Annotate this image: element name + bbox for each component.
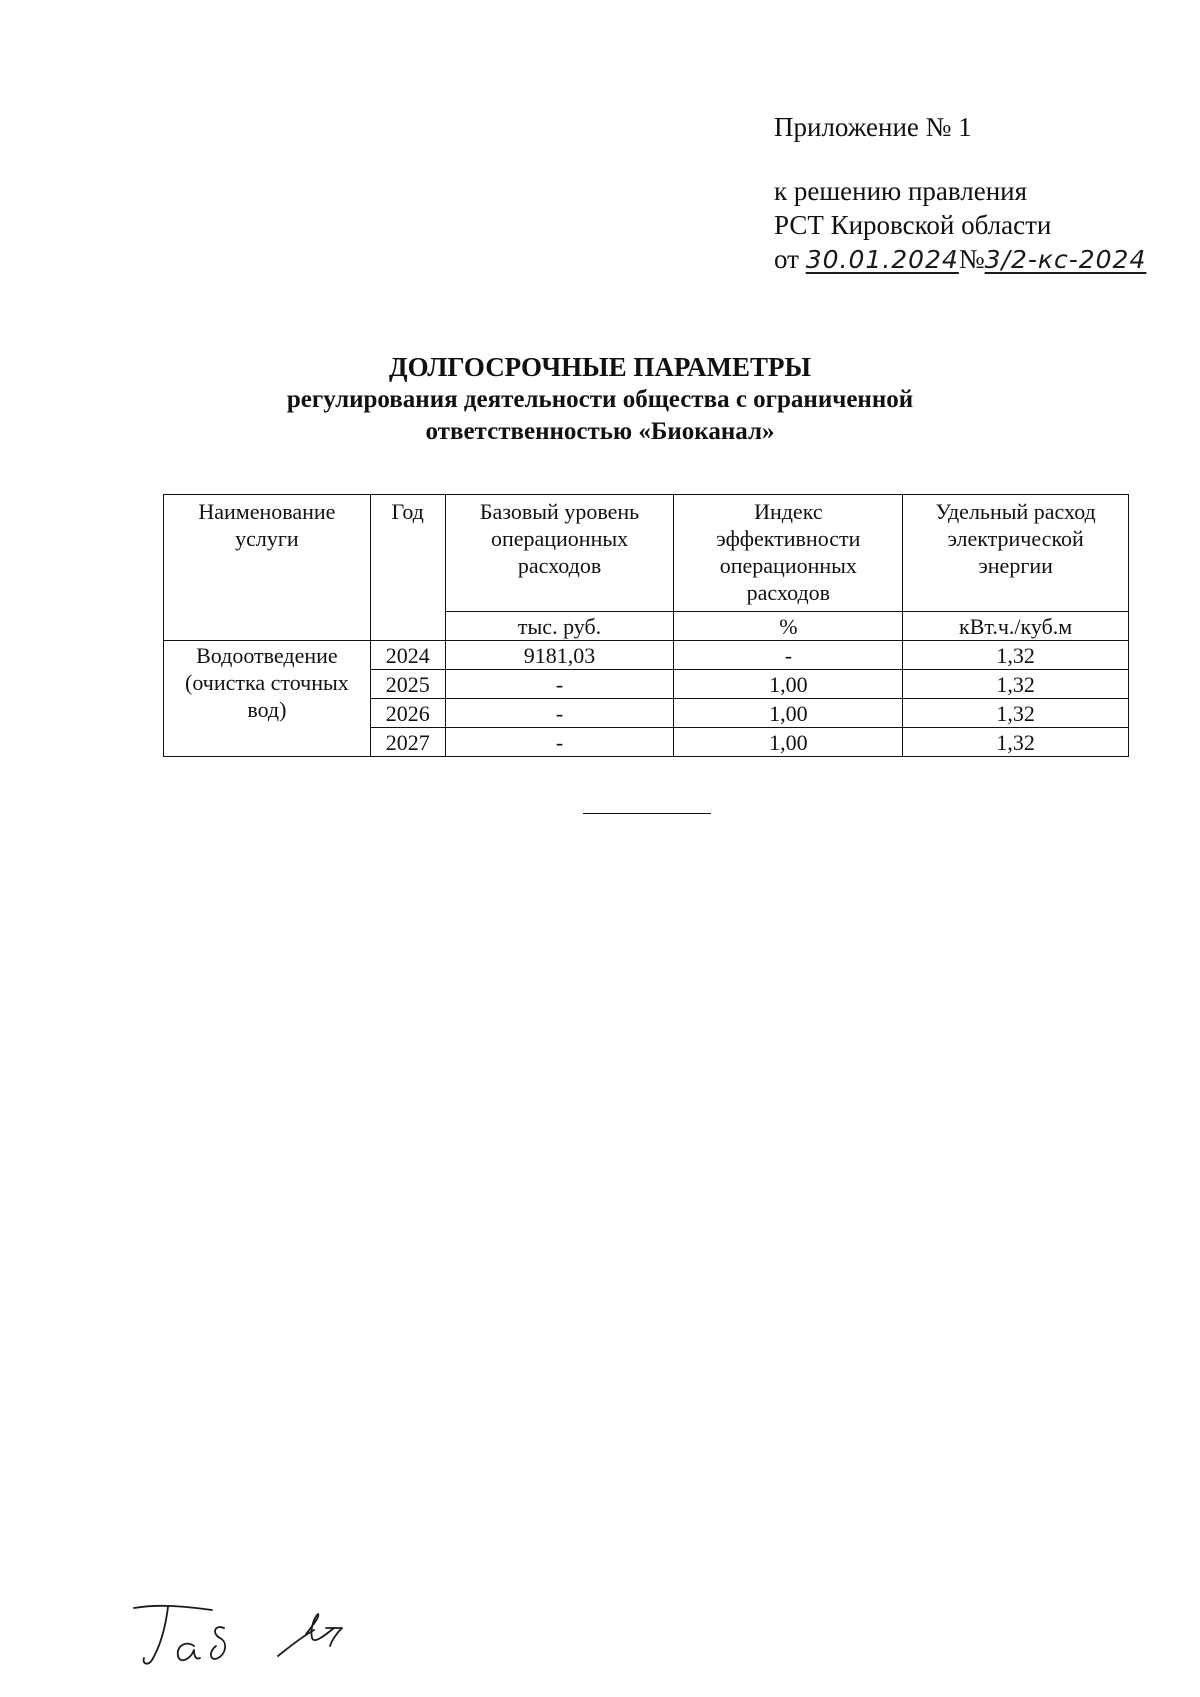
unit-base-level: тыс. руб. — [445, 612, 674, 641]
header-year: Год — [370, 495, 445, 641]
efficiency-index-cell: 1,00 — [674, 728, 903, 757]
handwritten-initials-signature — [128, 1598, 388, 1678]
document-title: ДОЛГОСРОЧНЫЕ ПАРАМЕТРЫ — [389, 352, 811, 382]
unit-energy-consumption: кВт.ч./куб.м — [903, 612, 1129, 641]
document-subtitle-line-2: ответственностью «Биоканал» — [425, 418, 775, 445]
year-cell: 2027 — [370, 728, 445, 757]
table-row — [164, 641, 1129, 670]
header-service: Наименование услуги — [164, 495, 371, 641]
year-cell: 2024 — [370, 641, 445, 670]
appendix-prefix: от — [774, 244, 799, 274]
appendix-line-1: к решению правления — [774, 176, 1028, 206]
appendix-date-line — [774, 242, 1146, 277]
document-subtitle-line-1: регулирования деятельности общества с ограниченной — [286, 386, 914, 413]
appendix-line-2: РСТ Кировской области — [774, 210, 1052, 240]
appendix-block — [774, 110, 1146, 277]
appendix-title: Приложение № 1 — [774, 112, 972, 142]
year-cell: 2026 — [370, 699, 445, 728]
document-heading — [0, 350, 1200, 448]
handwritten-date: 30.01.2024 — [805, 245, 959, 274]
base-level-cell: 9181,03 — [445, 641, 674, 670]
parameters-table — [163, 494, 1129, 757]
header-efficiency-index: Индекс эффективности операционных расходов — [674, 495, 903, 612]
unit-efficiency-index: % — [674, 612, 903, 641]
end-separator-line — [583, 813, 711, 814]
service-name-cell: Водоотведение (очистка сточных вод) — [164, 641, 371, 757]
number-sign: № — [958, 244, 985, 274]
energy-consumption-cell: 1,32 — [903, 728, 1129, 757]
efficiency-index-cell: - — [674, 641, 903, 670]
energy-consumption-cell: 1,32 — [903, 641, 1129, 670]
year-cell: 2025 — [370, 670, 445, 699]
base-level-cell: - — [445, 670, 674, 699]
handwritten-number: 3/2-кс-2024 — [984, 245, 1147, 274]
efficiency-index-cell: 1,00 — [674, 670, 903, 699]
energy-consumption-cell: 1,32 — [903, 699, 1129, 728]
header-base-level: Базовый уровень операционных расходов — [445, 495, 674, 612]
header-energy-consumption: Удельный расход электрической энергии — [903, 495, 1129, 612]
energy-consumption-cell: 1,32 — [903, 670, 1129, 699]
header-row — [164, 495, 1129, 612]
base-level-cell: - — [445, 699, 674, 728]
efficiency-index-cell: 1,00 — [674, 699, 903, 728]
base-level-cell: - — [445, 728, 674, 757]
